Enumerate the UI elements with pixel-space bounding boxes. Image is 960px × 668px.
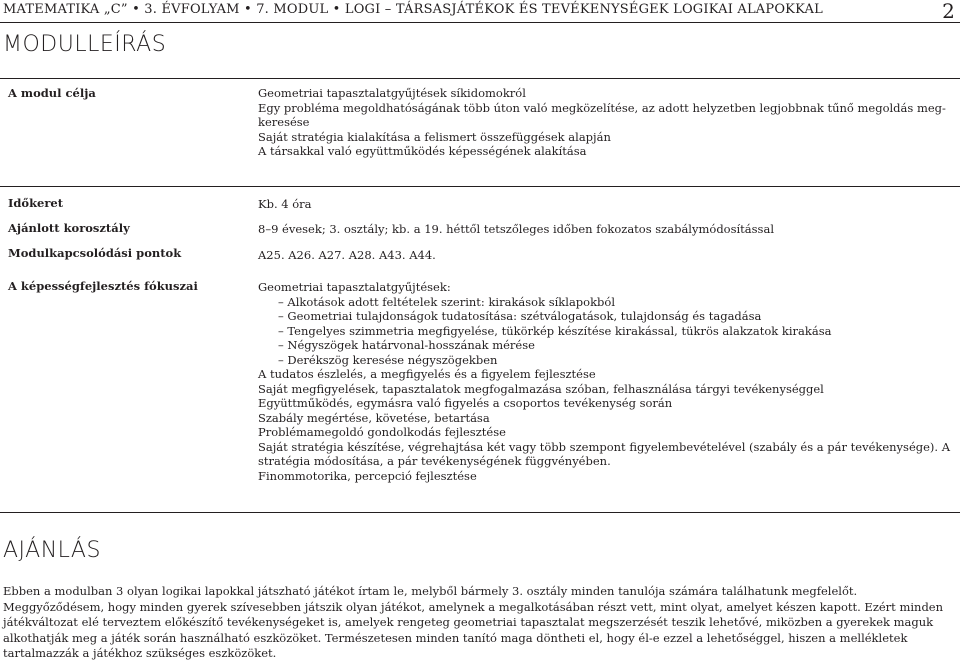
page-number: 2 (942, 0, 955, 23)
cel-line: Geometriai tapasztalatgyűjtések síkidomokról (258, 86, 526, 100)
cel-line: Egy probléma megoldhatóságának több úton való megközelítése, az adott helyzetben legjobbnak tűnő megoldás meg-keresése (258, 100, 946, 129)
fokusz-intro: Geometriai tapasztalatgyűjtések: (258, 280, 451, 294)
cel-line: A társakkal való együttműködés képességének alakítása (258, 144, 587, 158)
fokusz-line: Szabály megértése, követése, betartása (258, 410, 490, 425)
label-fokuszok: A képességfejlesztés fókuszai (8, 279, 198, 293)
label-kapcsolodas: Modulkapcsolódási pontok (8, 246, 182, 260)
modul-celja-content (258, 86, 952, 159)
label-korosztaly: Ajánlott korosztály (8, 221, 130, 235)
fokusz-dash-item: – Geometriai tulajdonságok tudatosítása: szétválogatások, tulajdonság és tagadása (278, 309, 762, 323)
fokusz-line: Finommotorika, percepció fejlesztése (258, 468, 477, 483)
section-title-modulleiras: MODULLEÍRÁS (3, 32, 167, 57)
fokusz-dash-item: – Tengelyes szimmetria megfigyelése, tükörkép készítése kirakással, tükrös alakzatok kirakása (278, 323, 832, 338)
fokuszok-content (258, 280, 952, 483)
table-top-rule (0, 78, 960, 79)
fokusz-line: Saját megfigyelések, tapasztalatok megfogalmazása szóban, felhasználása tárgyi tevékenységgel (258, 381, 824, 396)
header-title: MATEMATIKA „C” • 3. ÉVFOLYAM • 7. MODUL • LOGI – TÁRSASJÁTÉKOK ÉS TEVÉKENYSÉGEK LOGIKAI ALAPOKKAL (3, 2, 823, 17)
fokusz-line: Problémamegoldó gondolkodás fejlesztése (258, 425, 506, 439)
fokusz-line: Saját stratégia készítése, végrehajtása két vagy több szempont figyelembevételével (szabály és a pár tevékenysége). A stratégia módosítása, a pár tevékenységének függvényében. (258, 439, 951, 468)
korosztaly-value: 8–9 évesek; 3. osztály; kb. a 19. héttől tetszőleges időben fokozatos szabálymódosítással (258, 222, 774, 236)
table-bottom-rule (0, 512, 960, 513)
ajanlas-paragraph: Ebben a modulban 3 olyan logikai lapokkal játszható játékot írtam le, melyből bármely 3. osztály minden tanulója számára találhatunk megfelelőt. (3, 584, 858, 598)
kapcsolodas-value: A25. A26. A27. A28. A43. A44. (258, 248, 436, 262)
fokusz-dash-item: – Alkotások adott feltételek szerint: kirakások síklapokból (278, 294, 616, 309)
section-title-ajanlas: AJÁNLÁS (3, 538, 101, 563)
ajanlas-body (3, 584, 957, 662)
label-modul-celja: A modul célja (8, 86, 96, 100)
fokusz-line: Együttműködés, egymásra való figyelés a csoportos tevékenység során (258, 396, 673, 410)
header-rule (0, 22, 960, 23)
fokusz-line: A tudatos észlelés, a megfigyelés és a figyelem fejlesztése (258, 367, 596, 381)
idokeret-value: Kb. 4 óra (258, 197, 312, 211)
cel-line: Saját stratégia kialakítása a felismert összefüggések alapján (258, 129, 611, 144)
running-header (3, 2, 957, 22)
ajanlas-paragraph: Meggyőződésem, hogy minden gyerek szívesebben játszik olyan játékot, amelynek a megalkotásában részt vett, mint olyat, amelyet készen kapott. Ezért minden játékváltozat elé terveztem előkészítő tevékenységeket is, amelyek rengeteg geometriai tapasztalat megszerzését teszik lehetővé, miközben a gyerekek maguk alkothatják meg a játék során használható eszközöket. Természetesen minden tanító maga döntheti el, hogy él-e ezzel a lehetőséggel, hiszen a mellékletek tartalmazzák a játékhoz szükséges eszközöket. (3, 599, 944, 660)
label-idokeret: Időkeret (8, 196, 64, 210)
fokusz-dash-item: – Négyszögek határvonal-hosszának mérése (278, 338, 535, 352)
table-mid-rule (0, 186, 960, 187)
fokusz-dash-item: – Derékszög keresése négyszögekben (278, 352, 498, 367)
